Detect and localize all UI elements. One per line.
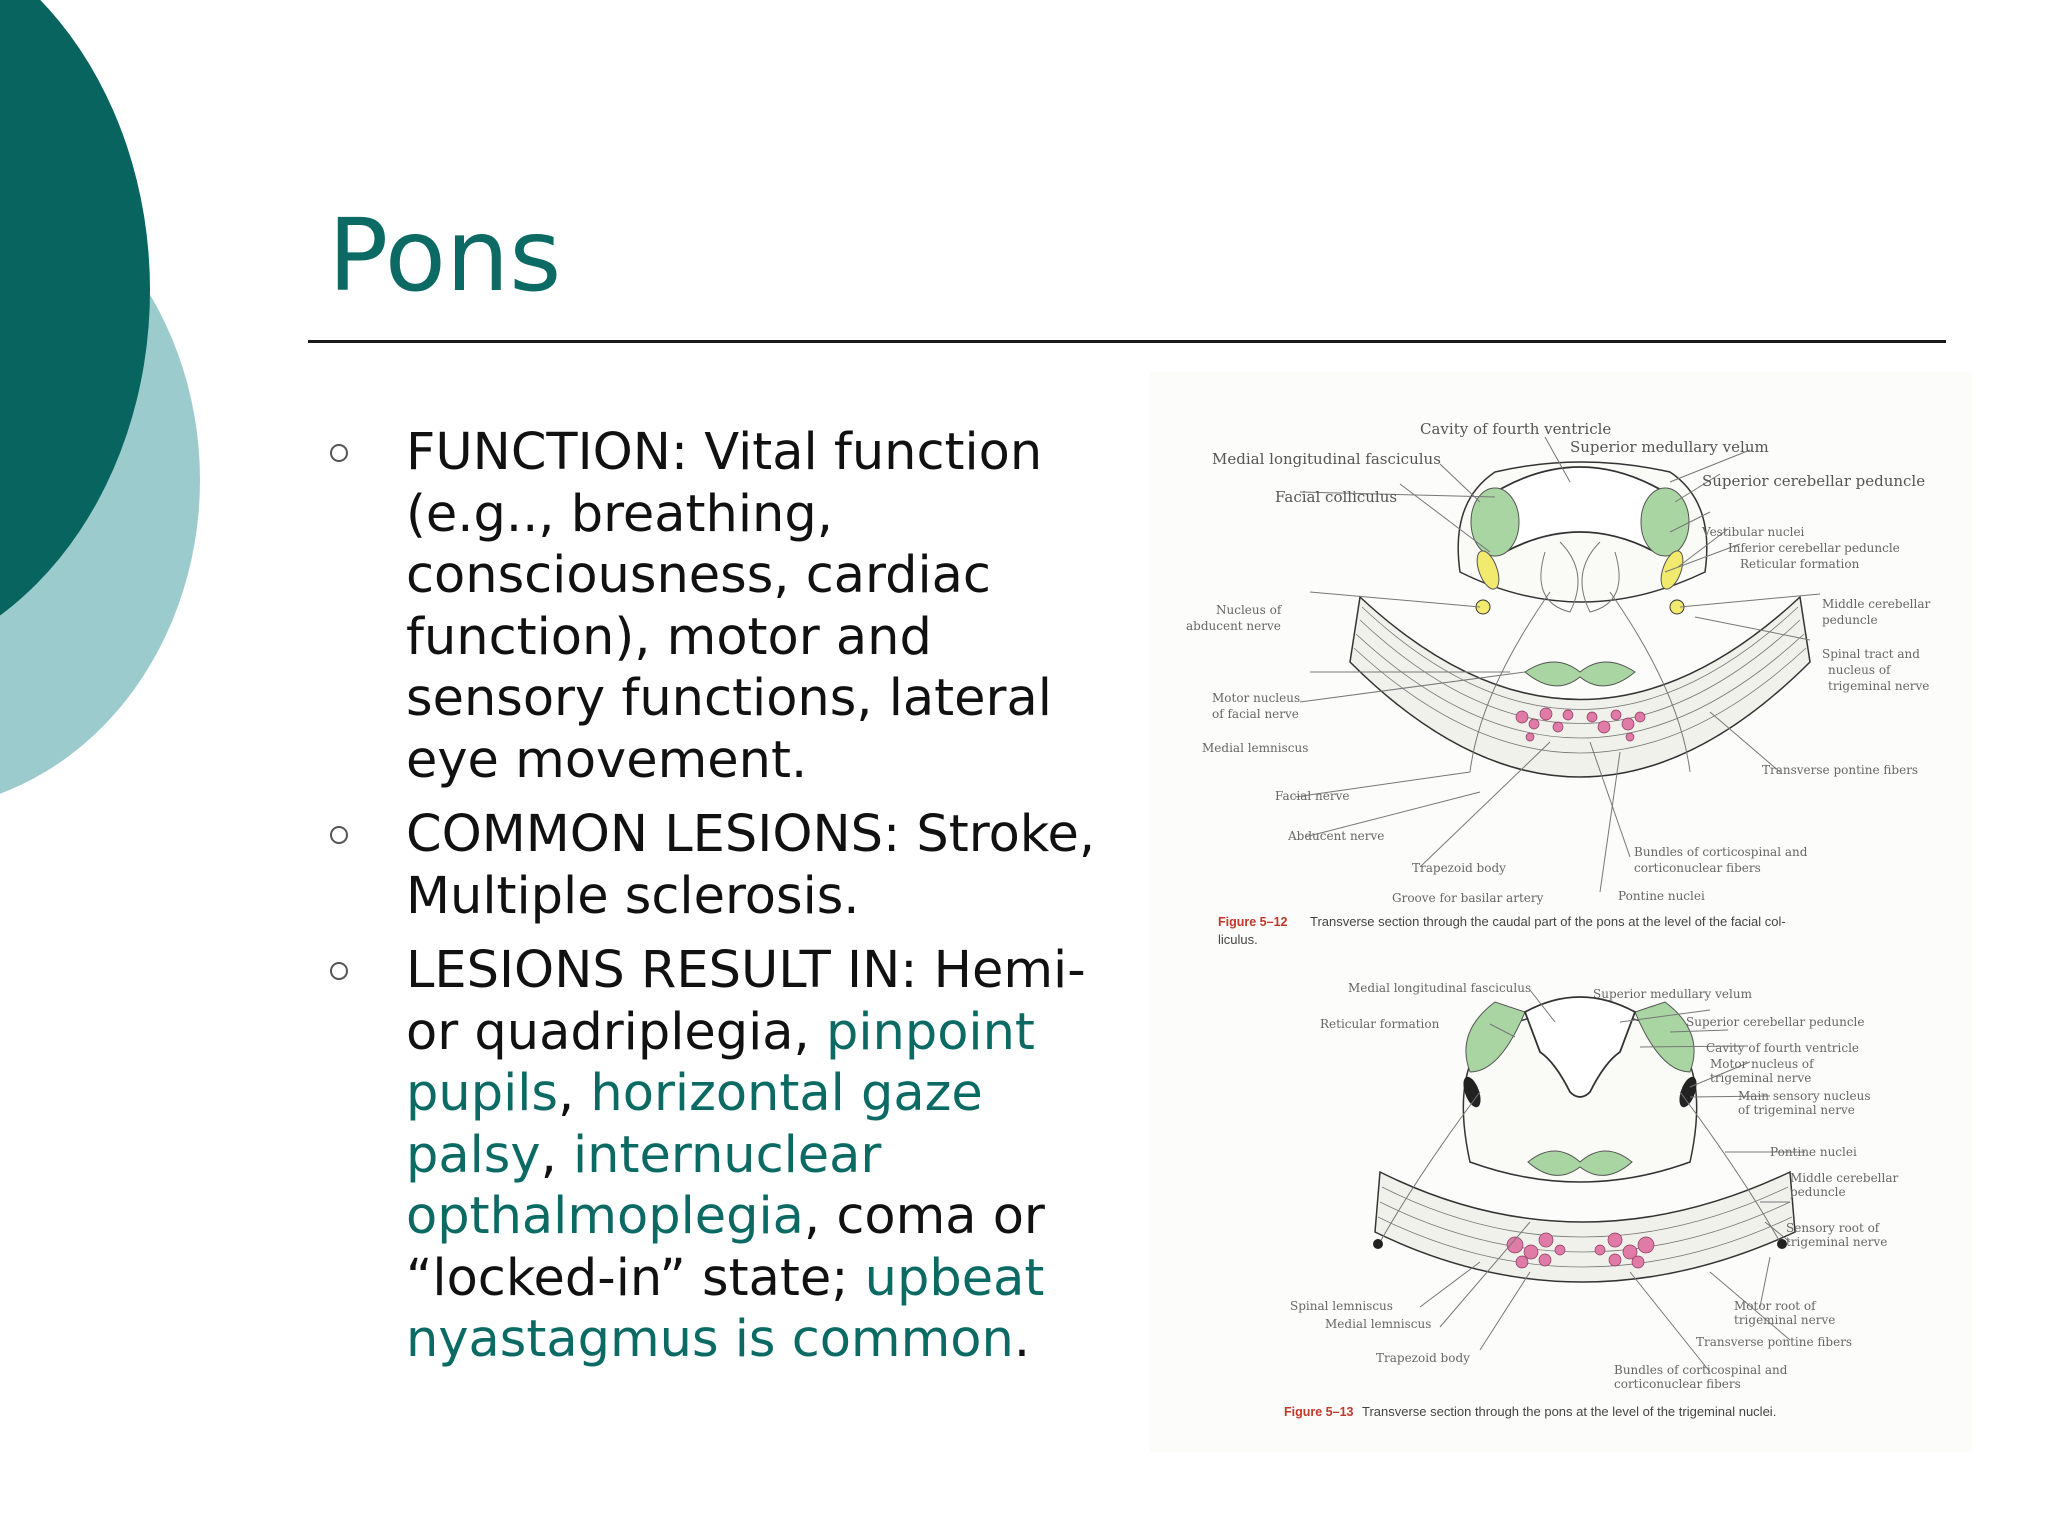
label-spinal-tract-2: nucleus of <box>1828 663 1891 677</box>
pons-cross-section-figure <box>1150 372 1972 1452</box>
label-middle-cerebellar-peduncle-2-bottom: peduncle <box>1790 1185 1846 1199</box>
pons-outline-top <box>1350 597 1810 777</box>
label-transverse-pontine-fibers-top: Transverse pontine fibers <box>1762 763 1919 777</box>
bullet-text: FUNCTION: Vital function (e.g.., breathing, consciousness, cardiac function), motor and sensory functions, lateral eye movement. <box>406 423 1052 790</box>
label-motor-nucleus-facial-2: of facial nerve <box>1212 707 1299 721</box>
caption-text-top-1: Transverse section through the caudal part of the pons at the level of the facial col- <box>1310 914 1786 929</box>
label-middle-cerebellar-peduncle-1-top: Middle cerebellar <box>1822 597 1931 611</box>
label-motor-root-2: trigeminal nerve <box>1734 1313 1836 1327</box>
label-superior-cerebellar-peduncle-bottom: Superior cerebellar peduncle <box>1686 1015 1865 1029</box>
label-cavity-fourth-ventricle-bottom: Cavity of fourth ventricle <box>1706 1041 1860 1055</box>
label-bundles-2-bottom: corticonuclear fibers <box>1614 1377 1741 1391</box>
highlighted-text: horizontal gaze palsy <box>406 1064 983 1185</box>
title-divider <box>308 340 1946 343</box>
label-motor-nucleus-trigeminal-2: trigeminal nerve <box>1710 1071 1812 1085</box>
medial-lemniscus-top <box>1525 662 1635 686</box>
highlighted-text: internuclear opthalmoplegia <box>406 1125 882 1246</box>
label-superior-medullary-velum-top: Superior medullary velum <box>1570 438 1769 456</box>
label-bundles-1-top: Bundles of corticospinal and <box>1634 845 1808 859</box>
label-abducent-nerve: Abducent nerve <box>1288 829 1385 843</box>
label-sensory-root-1: Sensory root of <box>1786 1221 1880 1235</box>
caption-text-bottom-1: Transverse section through the pons at the level of the trigeminal nuclei. <box>1362 1404 1777 1419</box>
bullet-circle-icon <box>330 444 348 462</box>
label-reticular-formation-bottom: Reticular formation <box>1320 1017 1440 1031</box>
label-nucleus-abducent-1: Nucleus of <box>1216 603 1282 617</box>
caption-text-top-2: liculus. <box>1218 932 1258 947</box>
label-reticular-formation-top: Reticular formation <box>1740 557 1860 571</box>
label-mlf-top: Medial longitudinal fasciculus <box>1212 450 1441 468</box>
label-bundles-2-top: corticonuclear fibers <box>1634 861 1761 875</box>
bullet-text: , <box>557 1064 591 1123</box>
vestibular-nucleus-left <box>1471 488 1519 556</box>
label-inferior-cerebellar-peduncle: Inferior cerebellar peduncle <box>1728 541 1900 555</box>
caption-figure-number-top: Figure 5–12 <box>1218 915 1288 929</box>
label-nucleus-abducent-2: abducent nerve <box>1186 619 1281 633</box>
bullet-circle-icon <box>330 962 348 980</box>
label-superior-cerebellar-peduncle-top: Superior cerebellar peduncle <box>1702 472 1926 490</box>
slide-title: Pons <box>328 197 562 314</box>
label-superior-medullary-velum-bottom: Superior medullary velum <box>1593 987 1752 1001</box>
label-motor-root-1: Motor root of <box>1734 1299 1816 1313</box>
bullet-text: , <box>540 1125 573 1185</box>
label-middle-cerebellar-peduncle-1-bottom: Middle cerebellar <box>1790 1171 1899 1185</box>
bullet-text: , coma or “locked-in” state; <box>406 1187 1045 1308</box>
bullet-item <box>326 804 1106 927</box>
bullet-text: . <box>1013 1310 1031 1369</box>
label-groove-basilar-artery: Groove for basilar artery <box>1392 891 1544 905</box>
highlighted-text: pinpoint pupils <box>406 1002 1035 1123</box>
bullet-list <box>326 422 1106 1384</box>
label-main-sensory-nucleus-1: Main sensory nucleus <box>1738 1089 1871 1103</box>
bullet-item <box>326 422 1106 791</box>
label-middle-cerebellar-peduncle-2-top: peduncle <box>1822 613 1878 627</box>
label-cavity-fourth-ventricle-top: Cavity of fourth ventricle <box>1420 420 1612 438</box>
label-motor-nucleus-trigeminal-1: Motor nucleus of <box>1710 1057 1814 1071</box>
bullet-text: LESIONS RESULT IN: Hemi- or quadriplegia, <box>406 941 1086 1062</box>
label-bundles-1-bottom: Bundles of corticospinal and <box>1614 1363 1788 1377</box>
label-mlf-bottom: Medial longitudinal fasciculus <box>1348 981 1532 995</box>
bullet-item <box>326 940 1106 1371</box>
label-medial-lemniscus-bottom: Medial lemniscus <box>1325 1317 1432 1331</box>
label-trapezoid-body-bottom: Trapezoid body <box>1376 1351 1470 1365</box>
bullet-circle-icon <box>330 826 348 844</box>
label-spinal-lemniscus: Spinal lemniscus <box>1290 1299 1393 1313</box>
label-facial-nerve: Facial nerve <box>1275 789 1350 803</box>
label-spinal-tract-1: Spinal tract and <box>1822 647 1920 661</box>
figure-bottom-diagram <box>1284 981 1899 1419</box>
figure-top-diagram <box>1186 420 1931 947</box>
label-pontine-nuclei-top: Pontine nuclei <box>1618 889 1705 903</box>
highlighted-text: upbeat nyastagmus is common <box>406 1248 1045 1369</box>
label-facial-colliculus: Facial colliculus <box>1275 488 1398 506</box>
label-sensory-root-2: trigeminal nerve <box>1786 1235 1888 1249</box>
label-transverse-pontine-fibers-bottom: Transverse pontine fibers <box>1696 1335 1853 1349</box>
label-main-sensory-nucleus-2: of trigeminal nerve <box>1738 1103 1855 1117</box>
label-vestibular-nuclei: Vestibular nuclei <box>1702 525 1805 539</box>
label-trapezoid-body-top: Trapezoid body <box>1412 861 1506 875</box>
caption-figure-number-bottom: Figure 5–13 <box>1284 1405 1354 1419</box>
label-medial-lemniscus-top: Medial lemniscus <box>1202 741 1309 755</box>
bullet-text: COMMON LESIONS: Stroke, Multiple sclerosis. <box>406 805 1096 926</box>
label-pontine-nuclei-bottom: Pontine nuclei <box>1770 1145 1857 1159</box>
label-motor-nucleus-facial-1: Motor nucleus <box>1212 691 1301 705</box>
label-spinal-tract-3: trigeminal nerve <box>1828 679 1930 693</box>
